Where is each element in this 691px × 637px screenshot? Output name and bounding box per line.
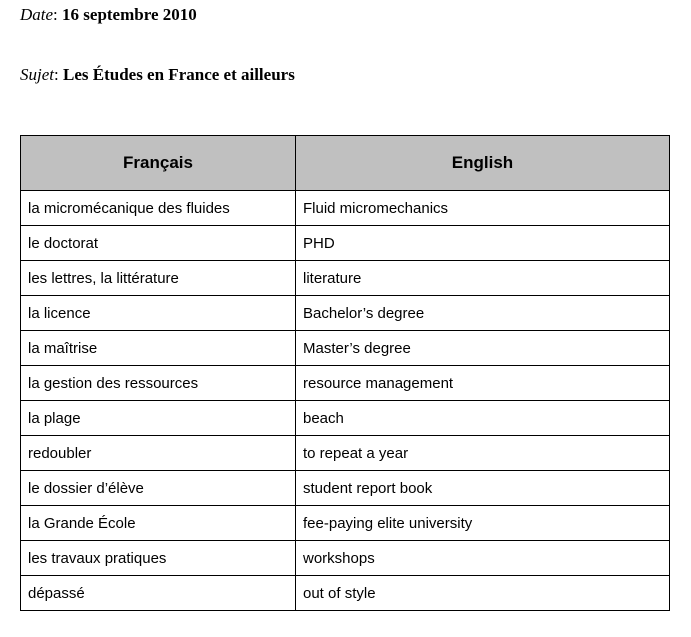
french-cell: le dossier d’élève xyxy=(21,471,296,506)
french-cell: la maîtrise xyxy=(21,331,296,366)
english-cell: student report book xyxy=(296,471,670,506)
french-cell: la micromécanique des fluides xyxy=(21,191,296,226)
table-header-row xyxy=(21,136,670,191)
table-row xyxy=(21,261,670,296)
date-line: Date: 16 septembre 2010 xyxy=(20,5,197,24)
english-cell: out of style xyxy=(296,576,670,611)
french-cell: la gestion des ressources xyxy=(21,366,296,401)
date-value: 16 septembre 2010 xyxy=(62,5,197,24)
table-row xyxy=(21,191,670,226)
table-row xyxy=(21,436,670,471)
french-cell: les lettres, la littérature xyxy=(21,261,296,296)
english-cell: Fluid micromechanics xyxy=(296,191,670,226)
english-cell: beach xyxy=(296,401,670,436)
table-row xyxy=(21,576,670,611)
table-row xyxy=(21,471,670,506)
french-cell: dépassé xyxy=(21,576,296,611)
english-cell: Master’s degree xyxy=(296,331,670,366)
english-cell: fee-paying elite university xyxy=(296,506,670,541)
french-cell: la plage xyxy=(21,401,296,436)
table-row xyxy=(21,331,670,366)
english-cell: PHD xyxy=(296,226,670,261)
subject-label: Sujet xyxy=(20,65,54,84)
date-label: Date xyxy=(20,5,54,24)
english-cell: literature xyxy=(296,261,670,296)
column-header-english: English xyxy=(296,136,670,191)
table-row xyxy=(21,366,670,401)
english-cell: Bachelor’s degree xyxy=(296,296,670,331)
french-cell: les travaux pratiques xyxy=(21,541,296,576)
subject-value: Les Études en France et ailleurs xyxy=(62,65,295,84)
column-header-french: Français xyxy=(21,136,296,191)
table-row xyxy=(21,401,670,436)
vocabulary-table xyxy=(20,135,670,611)
english-cell: resource management xyxy=(296,366,670,401)
table-row xyxy=(21,541,670,576)
table-row xyxy=(21,506,670,541)
french-cell: redoubler xyxy=(21,436,296,471)
french-cell: la licence xyxy=(21,296,296,331)
subject-line: Sujet: Les Études en France et ailleurs xyxy=(20,65,295,84)
french-cell: le doctorat xyxy=(21,226,296,261)
table-row xyxy=(21,226,670,261)
french-cell: la Grande École xyxy=(21,506,296,541)
english-cell: to repeat a year xyxy=(296,436,670,471)
english-cell: workshops xyxy=(296,541,670,576)
table-row xyxy=(21,296,670,331)
